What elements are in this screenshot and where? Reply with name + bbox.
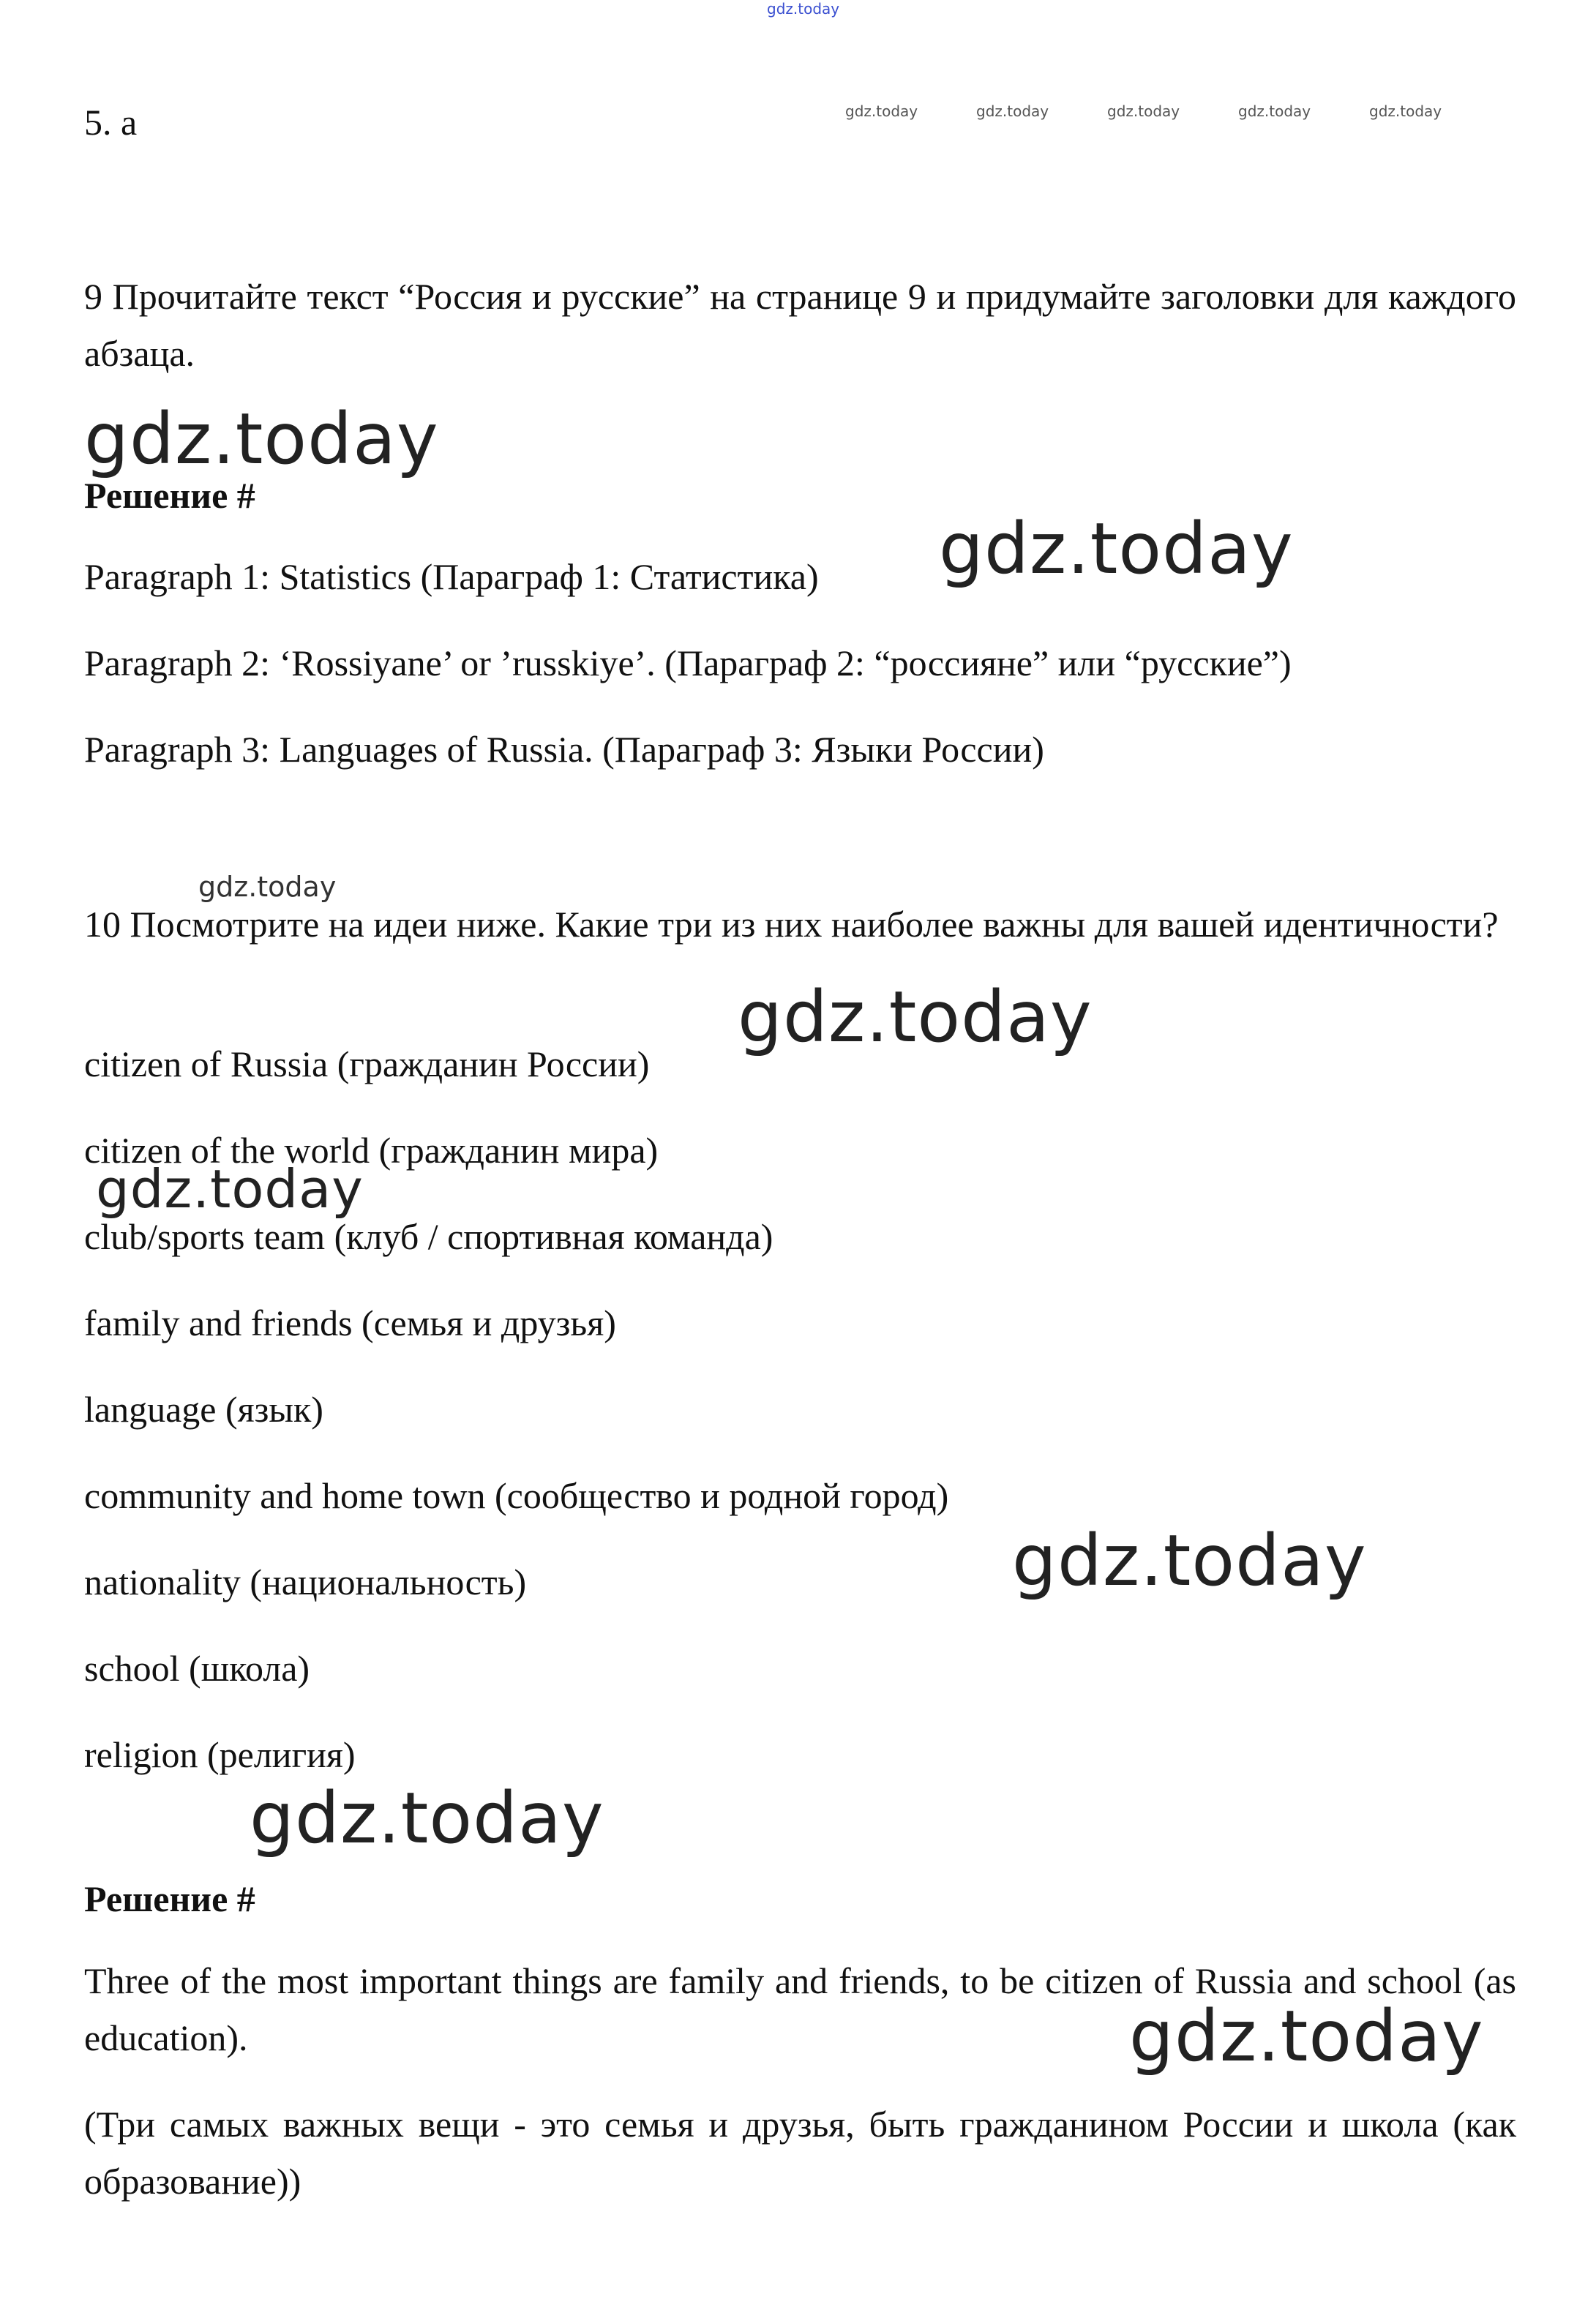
task-10-answer-ru: (Три самых важных вещи - это семья и друзья, быть гражданином России и школа (как образование)) <box>84 2104 1516 2202</box>
watermark-large: gdz.today <box>738 976 1093 1058</box>
idea-item: school (школа) <box>84 1648 310 1689</box>
idea-item: religion (религия) <box>84 1734 356 1775</box>
task-10-text: 10 Посмотрите на идеи ниже. Какие три из них наиболее важны для вашей идентичности? <box>84 904 1499 945</box>
watermark-large: gdz.today <box>96 1158 364 1220</box>
idea-item: community and home town (сообщество и родной город) <box>84 1475 949 1516</box>
watermark-small: gdz.today <box>1107 102 1180 120</box>
idea-item: nationality (национальность) <box>84 1561 527 1602</box>
task-9-answer-1: Paragraph 1: Statistics (Параграф 1: Статистика) <box>84 556 819 597</box>
watermark-small: gdz.today <box>1238 102 1311 120</box>
task-9-text: 9 Прочитайте текст “Россия и русские” на странице 9 и придумайте заголовки для каждого абзаца. <box>84 276 1516 374</box>
watermark-small: gdz.today <box>976 102 1049 120</box>
watermark-large: gdz.today <box>84 398 439 480</box>
idea-item: language (язык) <box>84 1389 323 1430</box>
task-10-answer-en: Three of the most important things are family and friends, to be citizen of Russia and school (as education). <box>84 1960 1516 2058</box>
watermark-large: gdz.today <box>939 508 1294 590</box>
watermark-small: gdz.today <box>1369 102 1442 120</box>
idea-item: citizen of Russia (гражданин России) <box>84 1043 650 1084</box>
idea-item: citizen of the world (гражданин мира) <box>84 1130 659 1171</box>
watermark-large: gdz.today <box>250 1777 604 1859</box>
watermark-top: gdz.today <box>767 0 840 18</box>
watermark-large: gdz.today <box>1129 1995 1484 2077</box>
task-9-answer-2: Paragraph 2: ‘Rossiyane’ or ’russkiye’. (Параграф 2: “россияне” или “русские”) <box>84 642 1292 683</box>
idea-item: club/sports team (клуб / спортивная команда) <box>84 1216 773 1257</box>
watermark-medium: gdz.today <box>198 871 337 903</box>
task-9-answer-3: Paragraph 3: Languages of Russia. (Параграф 3: Языки России) <box>84 729 1044 770</box>
item-5: 5. a <box>84 102 138 143</box>
watermark-large: gdz.today <box>1012 1520 1367 1602</box>
watermark-small: gdz.today <box>845 102 918 120</box>
task-9-solution-label: Решение # <box>84 475 255 516</box>
idea-item: family and friends (семья и друзья) <box>84 1302 616 1343</box>
task-10-solution-label: Решение # <box>84 1878 255 1919</box>
